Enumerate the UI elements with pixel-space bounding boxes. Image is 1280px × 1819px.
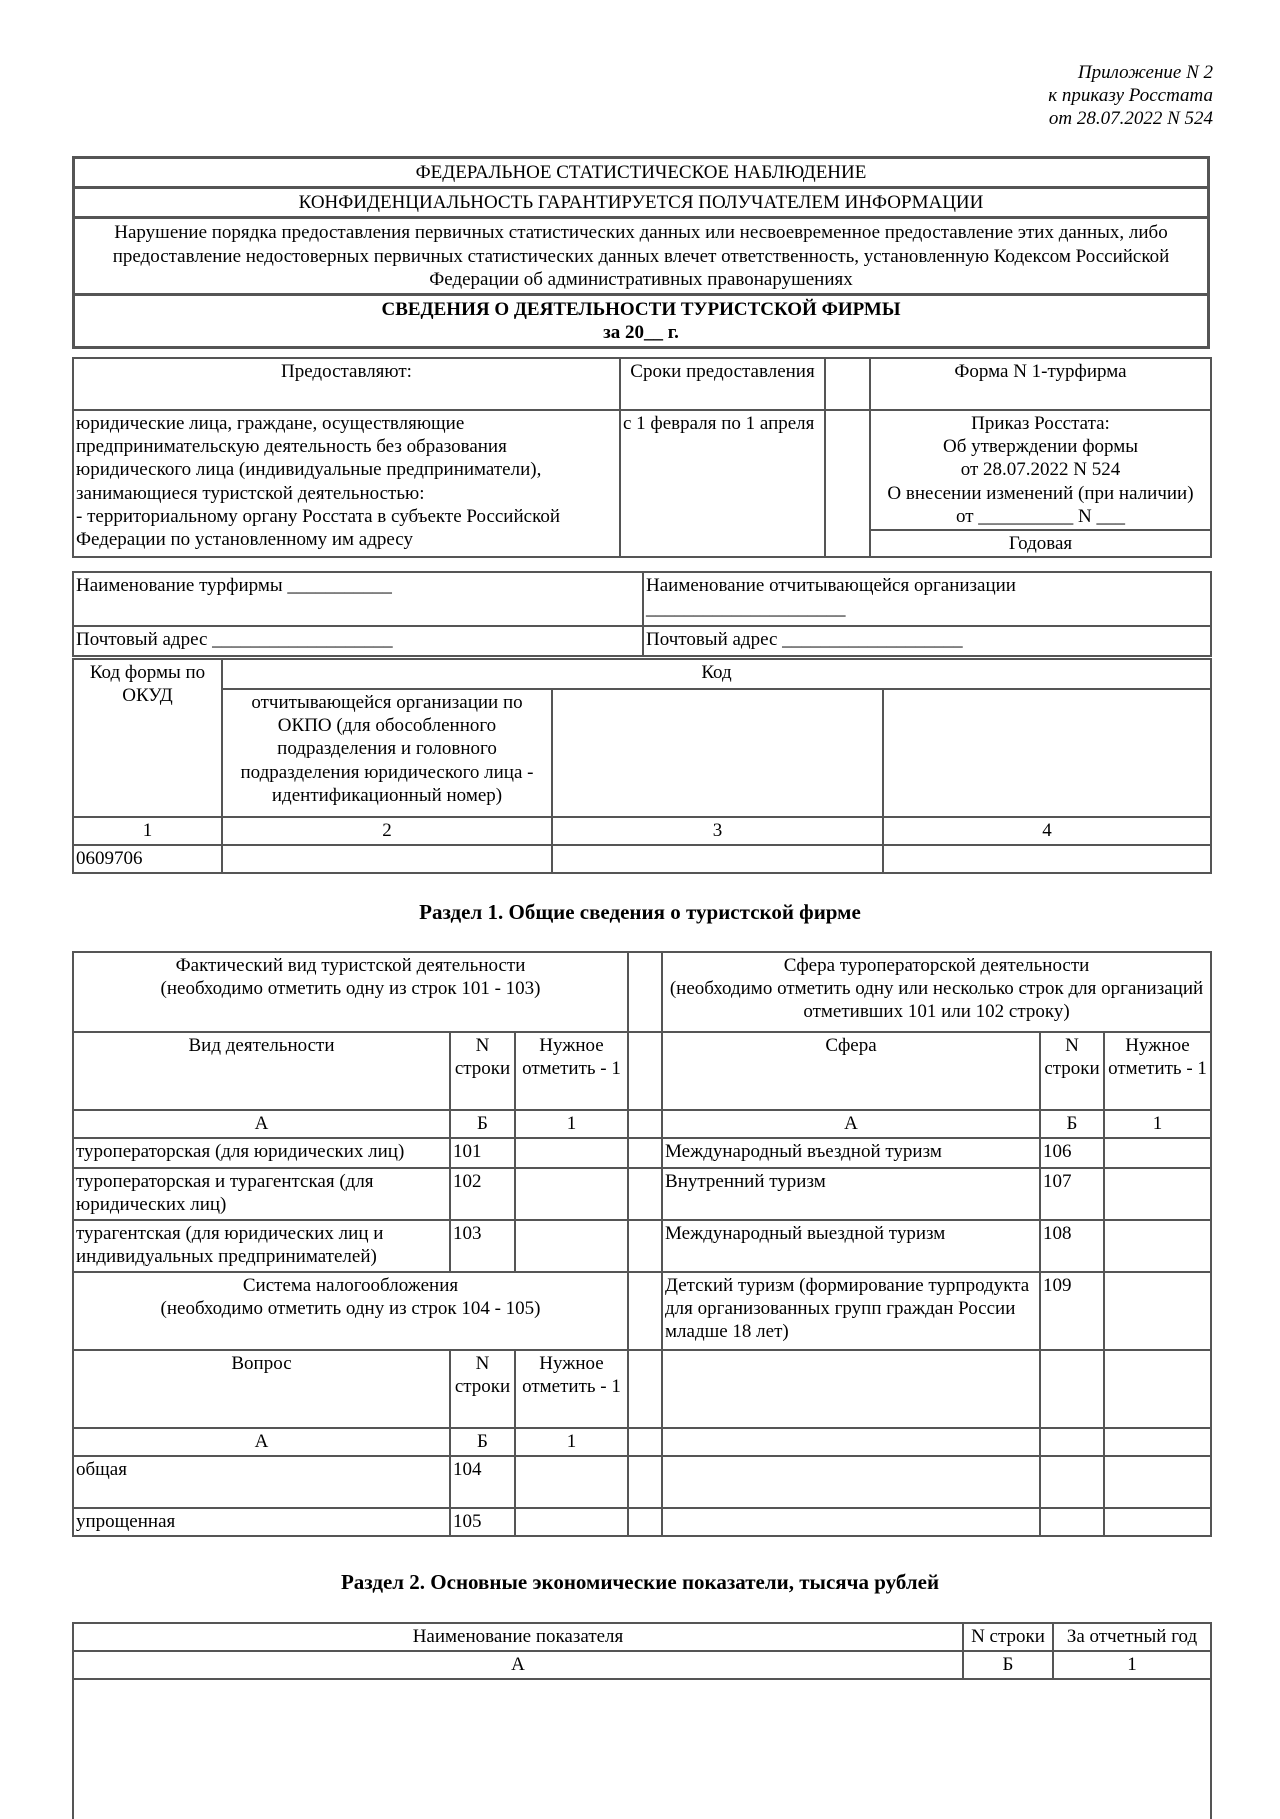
spacer-cell xyxy=(628,1428,662,1456)
col-reporting-year: За отчетный год xyxy=(1053,1623,1211,1651)
sphere-label: Детский туризм (формирование турпродукта для организованных групп граждан России младше 18 лет) xyxy=(662,1272,1040,1350)
spacer-cell xyxy=(825,410,870,557)
activity-label: турагентская (для юридических лиц и индивидуальных предпринимателей) xyxy=(73,1220,450,1272)
activity-mark-field[interactable] xyxy=(515,1220,628,1272)
spacer-cell xyxy=(628,1110,662,1138)
letter-1: 1 xyxy=(1053,1651,1211,1679)
col-mark: Нужное отметить - 1 xyxy=(515,1032,628,1110)
col-number-2: 2 xyxy=(222,817,552,845)
col-mark: Нужное отметить - 1 xyxy=(1104,1032,1211,1110)
tax-code: 105 xyxy=(450,1508,515,1536)
activity-label: туроператорская (для юридических лиц) xyxy=(73,1138,450,1168)
tax-system-title: Система налогообложения xyxy=(242,1275,459,1296)
col-activity: Вид деятельности xyxy=(73,1032,450,1110)
col-row-number: N строки xyxy=(963,1623,1053,1651)
confidentiality-notice: КОНФИДЕНЦИАЛЬНОСТЬ ГАРАНТИРУЕТСЯ ПОЛУЧАТЕЛЕМ ИНФОРМАЦИИ xyxy=(74,188,1209,218)
reporting-org-label: Наименование отчитывающейся организации xyxy=(646,575,1016,596)
activity-label: туроператорская и турагентская (для юридических лиц) xyxy=(73,1168,450,1220)
form-title xyxy=(74,294,1209,347)
empty-cell xyxy=(1104,1508,1211,1536)
letter-1: 1 xyxy=(1104,1110,1211,1138)
col-mark: Нужное отметить - 1 xyxy=(515,1350,628,1428)
col-row-number: N строки xyxy=(1040,1032,1104,1110)
federal-observation-title: ФЕДЕРАЛЬНОЕ СТАТИСТИЧЕСКОЕ НАБЛЮДЕНИЕ xyxy=(74,158,1209,188)
spacer-cell xyxy=(628,1138,662,1168)
activity-type-header xyxy=(73,952,628,1032)
empty-cell xyxy=(1040,1350,1104,1428)
appendix-line-2: к приказу Росстата xyxy=(1048,84,1213,106)
section-2-table xyxy=(72,1622,1212,1819)
activity-type-note: (необходимо отметить одну из строк 101 - 103) xyxy=(160,978,541,1000)
letter-b: Б xyxy=(450,1110,515,1138)
tax-label: общая xyxy=(73,1456,450,1508)
firm-name-field[interactable]: Наименование турфирмы ___________ xyxy=(73,572,643,626)
frequency: Годовая xyxy=(870,530,1211,557)
appendix-line-1: Приложение N 2 xyxy=(1077,62,1213,83)
reporting-org-line: _____________________ xyxy=(646,598,846,620)
spacer-cell xyxy=(628,1220,662,1272)
sphere-code: 107 xyxy=(1040,1168,1104,1220)
letter-1: 1 xyxy=(515,1110,628,1138)
submission-table xyxy=(72,357,1212,558)
letter-a: А xyxy=(662,1110,1040,1138)
tax-system-note: (необходимо отметить одну из строк 104 - 105) xyxy=(160,1298,541,1320)
order-line-1: Приказ Росстата: xyxy=(971,413,1110,434)
operator-sphere-title: Сфера туроператорской деятельности xyxy=(783,955,1090,976)
code-3-field[interactable] xyxy=(552,845,883,873)
sphere-label: Международный выездной туризм xyxy=(662,1220,1040,1272)
organization-table xyxy=(72,571,1212,657)
empty-cell xyxy=(1040,1428,1104,1456)
letter-a: А xyxy=(73,1428,450,1456)
empty-cell xyxy=(1104,1456,1211,1508)
form-number: Форма N 1-турфирма xyxy=(870,358,1211,410)
empty-cell xyxy=(1104,1428,1211,1456)
letter-a: А xyxy=(73,1110,450,1138)
empty-cell xyxy=(662,1350,1040,1428)
spacer-cell xyxy=(628,1032,662,1110)
sphere-label: Внутренний туризм xyxy=(662,1168,1040,1220)
section-2-body xyxy=(73,1679,1211,1819)
order-line-2: Об утверждении формы xyxy=(942,436,1139,458)
appendix-reference xyxy=(893,62,1213,130)
activity-code: 101 xyxy=(450,1138,515,1168)
sphere-code: 108 xyxy=(1040,1220,1104,1272)
providers-header: Предоставляют: xyxy=(73,358,620,410)
col-question: Вопрос xyxy=(73,1350,450,1428)
okpo-header: отчитывающейся организации по ОКПО (для обособленного подразделения и головного подразделения юридического лица - идентификационный номер) xyxy=(222,689,552,817)
empty-cell xyxy=(1040,1508,1104,1536)
activity-code: 102 xyxy=(450,1168,515,1220)
code-4-field[interactable] xyxy=(883,845,1211,873)
code-header: Код xyxy=(222,659,1211,689)
codes-table xyxy=(72,658,1212,874)
col-row-number: N строки xyxy=(450,1350,515,1428)
empty-cell xyxy=(662,1428,1040,1456)
spacer-cell xyxy=(628,1508,662,1536)
col-number-1: 1 xyxy=(73,817,222,845)
sphere-label: Международный въездной туризм xyxy=(662,1138,1040,1168)
header-table xyxy=(72,156,1210,349)
tax-label: упрощенная xyxy=(73,1508,450,1536)
order-info xyxy=(870,410,1211,530)
deadline-text: с 1 февраля по 1 апреля xyxy=(620,410,825,557)
spacer-cell xyxy=(628,1456,662,1508)
tax-system-header xyxy=(73,1272,628,1350)
code-col-4-header xyxy=(883,689,1211,817)
empty-cell xyxy=(662,1508,1040,1536)
operator-sphere-note: (необходимо отметить одну или несколько строк для организаций отметивших 101 или 102 строку) xyxy=(669,978,1204,1023)
spacer-cell xyxy=(628,1168,662,1220)
reporting-org-field[interactable] xyxy=(643,572,1211,626)
sphere-mark-field[interactable] xyxy=(1104,1272,1211,1350)
col-number-3: 3 xyxy=(552,817,883,845)
spacer-cell xyxy=(825,358,870,410)
code-col-3-header xyxy=(552,689,883,817)
empty-cell xyxy=(1040,1456,1104,1508)
sphere-mark-field[interactable] xyxy=(1104,1220,1211,1272)
letter-a: А xyxy=(73,1651,963,1679)
providers-text-2: - территориальному органу Росстата в субъекте Российской Федерации по установленному им адресу xyxy=(76,505,561,550)
empty-cell xyxy=(662,1456,1040,1508)
postal-address-left[interactable]: Почтовый адрес ___________________ xyxy=(73,626,643,656)
letter-1: 1 xyxy=(515,1428,628,1456)
sphere-code: 106 xyxy=(1040,1138,1104,1168)
spacer-cell xyxy=(628,1350,662,1428)
order-line-3: от 28.07.2022 N 524 xyxy=(960,459,1121,481)
deadline-header: Сроки предоставления xyxy=(620,358,825,410)
section-1-title: Раздел 1. Общие сведения о туристской фирме xyxy=(419,900,861,924)
postal-address-right[interactable]: Почтовый адрес ___________________ xyxy=(643,626,1211,656)
col-indicator-name: Наименование показателя xyxy=(73,1623,963,1651)
okud-header: Код формы по ОКУД xyxy=(73,659,222,817)
tax-mark-field[interactable] xyxy=(515,1456,628,1508)
order-line-5: от __________ N ___ xyxy=(955,505,1126,527)
tax-code: 104 xyxy=(450,1456,515,1508)
okpo-value-field[interactable] xyxy=(222,845,552,873)
col-number-4: 4 xyxy=(883,817,1211,845)
section-1-table xyxy=(72,951,1212,1537)
providers-text-1: юридические лица, граждане, осуществляющие предпринимательскую деятельность без образования юридического лица (индивидуальные предприниматели), занимающиеся туристской деятельностью: xyxy=(76,413,542,504)
col-row-number: N строки xyxy=(450,1032,515,1110)
activity-type-title: Фактический вид туристской деятельности xyxy=(175,955,526,976)
spacer-cell xyxy=(628,1272,662,1350)
form-title-text: СВЕДЕНИЯ О ДЕЯТЕЛЬНОСТИ ТУРИСТСКОЙ ФИРМЫ xyxy=(381,298,901,320)
sphere-mark-field[interactable] xyxy=(1104,1168,1211,1220)
letter-b: Б xyxy=(963,1651,1053,1679)
appendix-line-3: от 28.07.2022 N 524 xyxy=(1048,107,1213,129)
okud-value: 0609706 xyxy=(73,845,222,873)
liability-warning: Нарушение порядка предоставления первичных статистических данных или несвоевременное предоставление этих данных, либо предоставление недостоверных первичных статистических данных влечет ответственность, установленную Кодексом Российской Федерации об административных правонарушениях xyxy=(74,218,1209,295)
sphere-mark-field[interactable] xyxy=(1104,1138,1211,1168)
empty-cell xyxy=(1104,1350,1211,1428)
spacer-cell xyxy=(628,952,662,1032)
form-period: за 20__ г. xyxy=(603,322,679,344)
tax-mark-field[interactable] xyxy=(515,1508,628,1536)
sphere-code: 109 xyxy=(1040,1272,1104,1350)
col-sphere: Сфера xyxy=(662,1032,1040,1110)
activity-code: 103 xyxy=(450,1220,515,1272)
providers-text xyxy=(73,410,620,557)
order-line-4: О внесении изменений (при наличии) xyxy=(887,482,1194,504)
letter-b: Б xyxy=(450,1428,515,1456)
activity-mark-field[interactable] xyxy=(515,1138,628,1168)
operator-sphere-header xyxy=(662,952,1211,1032)
letter-b: Б xyxy=(1040,1110,1104,1138)
activity-mark-field[interactable] xyxy=(515,1168,628,1220)
section-2-title: Раздел 2. Основные экономические показатели, тысяча рублей xyxy=(340,1570,940,1594)
